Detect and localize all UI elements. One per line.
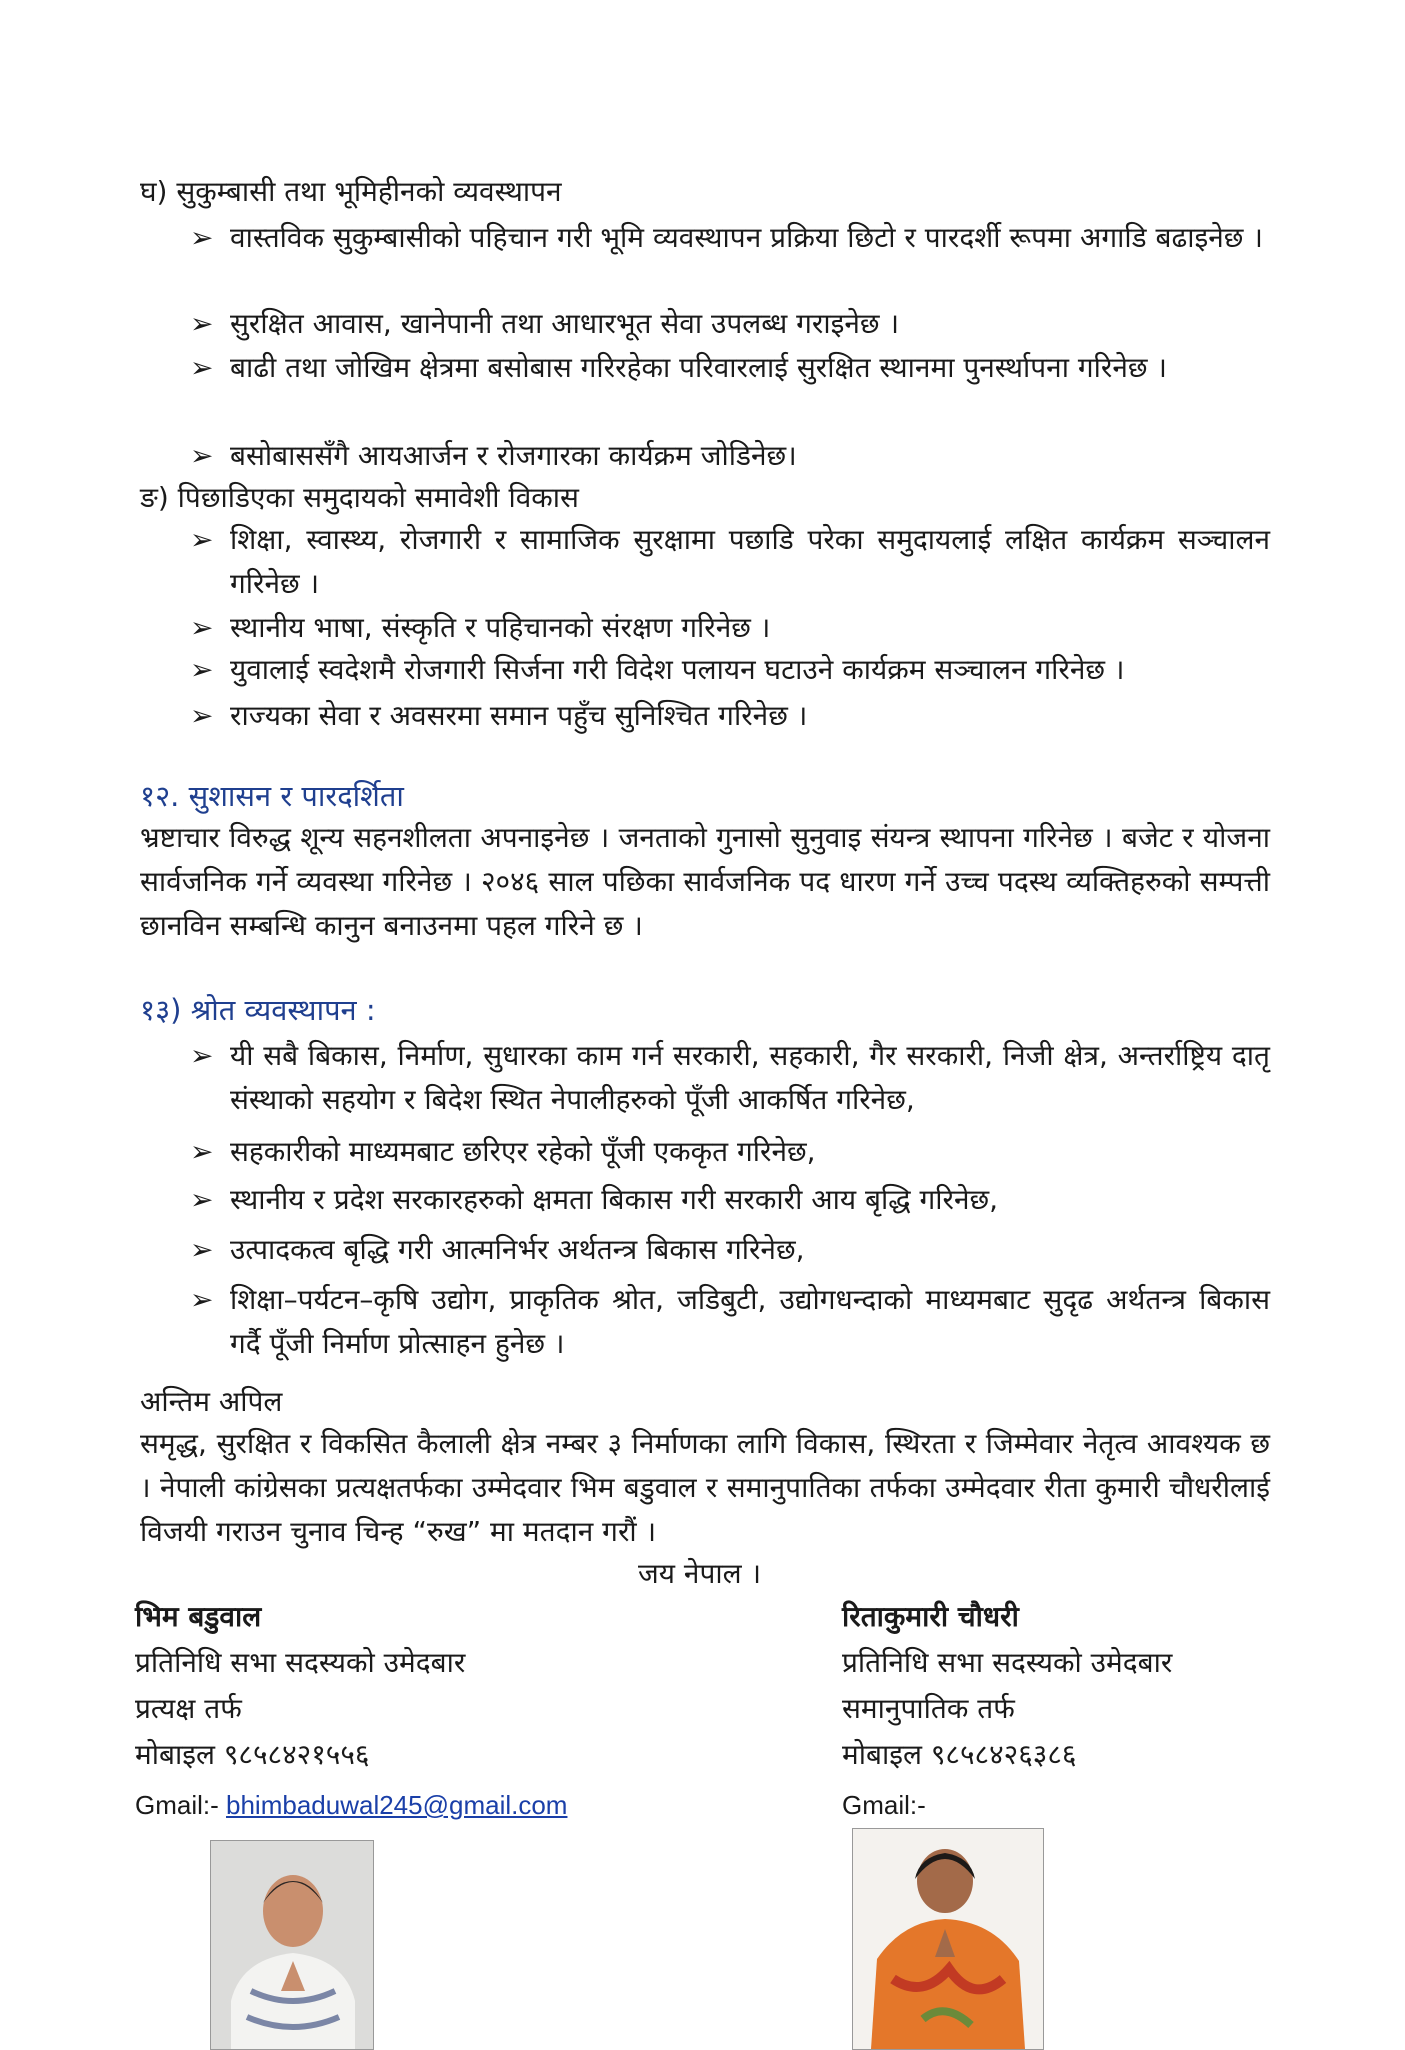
candidate-right-role: प्रतिनिधि सभा सदस्यको उमेदबार: [842, 1646, 1173, 1679]
candidate-left-email-link[interactable]: bhimbaduwal245@gmail.com: [226, 1790, 568, 1820]
list-item-text: सुरक्षित आवास, खानेपानी तथा आधारभूत सेवा उपलब्ध गराइनेछ ।: [230, 307, 900, 340]
candidate-left-gmail-row: [135, 1782, 567, 1828]
section-13-heading: १३) श्रोत व्यवस्थापन :: [140, 993, 376, 1027]
arrow-bullet-icon: ➢: [190, 653, 214, 686]
gmail-label: Gmail:-: [842, 1790, 926, 1820]
list-item-text: शिक्षा, स्वास्थ्य, रोजगारी र सामाजिक सुरक्षामा पछाडि परेका समुदायलाई लक्षित कार्यक्रम सञ्चालन गरिनेछ ।: [230, 523, 1270, 600]
list-item-text: बाढी तथा जोखिम क्षेत्रमा बसोबास गरिरहेका परिवारलाई सुरक्षित स्थानमा पुनर्स्थापना गरिनेछ ।: [230, 351, 1168, 384]
section-nga-heading: ङ) पिछाडिएका समुदायको समावेशी विकास: [140, 481, 579, 514]
arrow-bullet-icon: ➢: [190, 1183, 214, 1216]
arrow-bullet-icon: ➢: [190, 221, 214, 254]
candidate-left-role: प्रतिनिधि सभा सदस्यको उमेदबार: [135, 1646, 466, 1679]
list-item-text: शिक्षा–पर्यटन–कृषि उद्योग, प्राकृतिक श्रोत, जडिबुटी, उद्योगधन्दाको माध्यमबाट सुदृढ अर्थतन्त्र बिकास गर्दै पूँजी निर्माण प्रोत्साहन हुनेछ ।: [230, 1283, 1270, 1360]
gmail-label: Gmail:-: [135, 1790, 219, 1820]
section-gha-heading: घ) सुकुम्बासी तथा भूमिहीनको व्यवस्थापन: [140, 175, 562, 208]
candidate-right-type: समानुपातिक तर्फ: [842, 1692, 1015, 1725]
candidate-right-name: रिताकुमारी चौधरी: [842, 1600, 1019, 1633]
list-item-text: युवालाई स्वदेशमै रोजगारी सिर्जना गरी विदेश पलायन घटाउने कार्यक्रम सञ्चालन गरिनेछ ।: [230, 653, 1125, 686]
arrow-bullet-icon: ➢: [190, 1039, 214, 1072]
candidate-left-photo: [210, 1840, 374, 2050]
arrow-bullet-icon: ➢: [190, 439, 214, 472]
list-item-text: स्थानीय र प्रदेश सरकारहरुको क्षमता बिकास गरी सरकारी आय बृद्धि गरिनेछ,: [230, 1183, 999, 1216]
arrow-bullet-icon: ➢: [190, 1283, 214, 1316]
candidate-left-mobile: मोबाइल ९८५८४२१५५६: [135, 1738, 370, 1771]
arrow-bullet-icon: ➢: [190, 699, 214, 732]
section-12-body: भ्रष्टाचार विरुद्ध शून्य सहनशीलता अपनाइनेछ । जनताको गुनासो सुनुवाइ संयन्त्र स्थापना गरिनेछ । बजेट र योजना सार्वजनिक गर्ने व्यवस्था गरिनेछ । २०४६ साल पछिका सार्वजनिक पद धारण गर्ने उच्च पदस्थ व्यक्तिहरुको सम्पत्ती छानविन सम्बन्धि कानुन बनाउनमा पहल गरिने छ ।: [140, 821, 1270, 942]
arrow-bullet-icon: ➢: [190, 611, 214, 644]
candidate-left-type: प्रत्यक्ष तर्फ: [135, 1692, 242, 1725]
appeal-body: समृद्ध, सुरक्षित र विकसित कैलाली क्षेत्र नम्बर ३ निर्माणका लागि विकास, स्थिरता र जिम्मेवार नेतृत्व आवश्यक छ । नेपाली कांग्रेसका प्रत्यक्षतर्फका उम्मेदवार भिम बडुवाल र समानुपातिका तर्फका उम्मेदवार रीता कुमारी चौधरीलाई विजयी गराउन चुनाव चिन्ह “रुख” मा मतदान गरौं ।: [140, 1427, 1270, 1548]
list-item-text: वास्तविक सुकुम्बासीको पहिचान गरी भूमि व्यवस्थापन प्रक्रिया छिटो र पारदर्शी रूपमा अगाडि बढाइनेछ ।: [230, 221, 1263, 254]
arrow-bullet-icon: ➢: [190, 523, 214, 556]
list-item-text: बसोबाससँगै आयआर्जन र रोजगारका कार्यक्रम जोडिनेछ।: [230, 439, 797, 472]
arrow-bullet-icon: ➢: [190, 1233, 214, 1266]
appeal-closing: जय नेपाल ।: [638, 1557, 762, 1590]
candidate-right-mobile: मोबाइल ९८५८४२६३८६: [842, 1738, 1077, 1771]
arrow-bullet-icon: ➢: [190, 307, 214, 340]
candidate-right-photo: [852, 1828, 1044, 2050]
list-item-text: स्थानीय भाषा, संस्कृति र पहिचानको संरक्षण गरिनेछ ।: [230, 611, 771, 644]
person-photo-icon: [853, 1829, 1043, 2049]
arrow-bullet-icon: ➢: [190, 1135, 214, 1168]
arrow-bullet-icon: ➢: [190, 351, 214, 384]
candidate-right-gmail-row: [842, 1782, 926, 1828]
list-item-text: राज्यका सेवा र अवसरमा समान पहुँच सुनिश्चित गरिनेछ ।: [230, 699, 808, 732]
list-item-text: उत्पादकत्व बृद्धि गरी आत्मनिर्भर अर्थतन्त्र बिकास गरिनेछ,: [230, 1233, 805, 1266]
appeal-heading: अन्तिम अपिल: [140, 1385, 283, 1418]
candidate-left-name: भिम बडुवाल: [135, 1600, 262, 1633]
list-item-text: यी सबै बिकास, निर्माण, सुधारका काम गर्न सरकारी, सहकारी, गैर सरकारी, निजी क्षेत्र, अन्तर्राष्ट्रिय दातृ संस्थाको सहयोग र बिदेश स्थित नेपालीहरुको पूँजी आकर्षित गरिनेछ,: [230, 1039, 1270, 1116]
section-12-heading: १२. सुशासन र पारदर्शिता: [140, 779, 404, 813]
list-item-text: सहकारीको माध्यमबाट छरिएर रहेको पूँजी एककृत गरिनेछ,: [230, 1135, 816, 1168]
person-photo-icon: [211, 1841, 373, 2049]
